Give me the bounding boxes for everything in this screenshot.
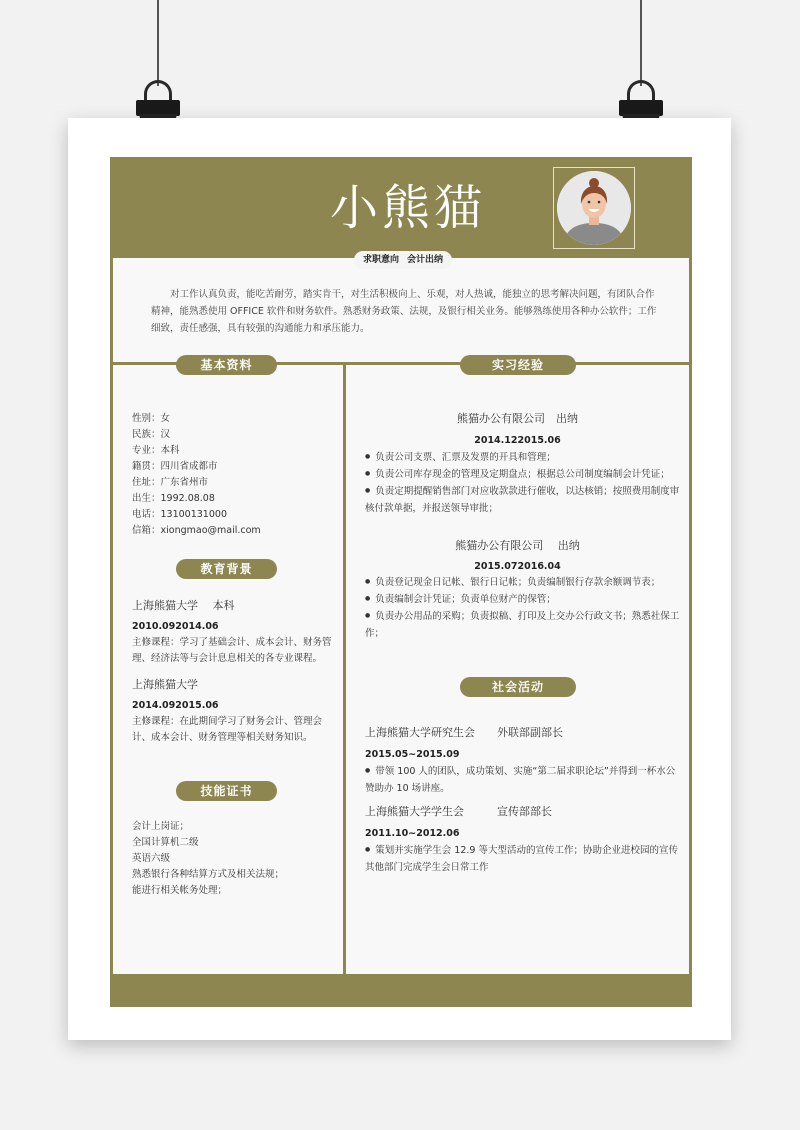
- section-title-basic: 基本资料: [176, 355, 277, 375]
- job-intent-value: 会计出纳: [407, 255, 444, 265]
- info-major: 专业：本科: [132, 445, 180, 456]
- photo-frame: [553, 167, 635, 249]
- duty-item: ● 负责公司支票、汇票及发票的开具和管理；: [365, 450, 683, 467]
- info-email: 信箱：xiongmao@mail.com: [132, 525, 261, 536]
- edu-school-1: 上海熊猫大学 本科: [132, 599, 235, 612]
- basic-info-list: [132, 411, 261, 539]
- intern-company-2: 熊猫办公有限公司 出纳: [455, 539, 580, 552]
- social-duties-2: [365, 843, 683, 876]
- section-title-skills: 技能证书: [176, 781, 277, 801]
- social-date-2: 2011.10~2012.06: [365, 828, 460, 839]
- intern-duties-2: [365, 575, 683, 642]
- job-intent-badge: [354, 251, 452, 269]
- hanging-string-right: [640, 0, 642, 86]
- social-org-2: 上海熊猫大学学生会 宣传部部长: [365, 805, 552, 818]
- info-gender: 性别：女: [132, 413, 171, 424]
- section-title-internship: 实习经验: [460, 355, 576, 375]
- info-phone: 电话：13100131000: [132, 509, 227, 520]
- info-ethnicity: 民族：汉: [132, 429, 171, 440]
- skills-list: [132, 819, 284, 899]
- info-address: 住址：广东省州市: [132, 477, 209, 488]
- left-column: [113, 358, 343, 974]
- duty-item: ● 负责定期提醒销售部门对应收款款进行催收，以达核销；按照费用制度审核付款单据，并报送领导审批；: [365, 484, 683, 517]
- duty-item: ● 带领 100 人的团队，成功策划、实施“第二届求职论坛”并得到一杯水公赞助办 10 场讲座。: [365, 764, 683, 797]
- skill-item: 会计上岗证；: [132, 821, 190, 832]
- social-date-1: 2015.05~2015.09: [365, 749, 460, 760]
- social-org-1: 上海熊猫大学研究生会 外联部副部长: [365, 726, 563, 739]
- info-hometown: 籍贯：四川省成都市: [132, 461, 218, 472]
- duty-item: ● 负责编制会计凭证；负责单位财产的保管；: [365, 592, 683, 609]
- hanging-string-left: [157, 0, 159, 86]
- skill-item: 熟悉银行各种结算方式及相关法规；: [132, 869, 285, 880]
- edu-date-2: 2014.092015.06: [132, 700, 219, 711]
- duty-item: ● 负责办公用品的采购；负责拟稿、打印及上交办公行政文书；熟悉社保工作；: [365, 609, 683, 642]
- intern-company-1: 熊猫办公有限公司 出纳: [457, 412, 578, 425]
- duty-item: ● 负责登记现金日记帐、银行日记帐；负责编制银行存款余额调节表；: [365, 575, 683, 592]
- edu-school-2: 上海熊猫大学: [132, 678, 198, 691]
- section-title-education: 教育背景: [176, 559, 277, 579]
- social-duties-1: [365, 764, 683, 797]
- job-intent-label: 求职意向: [363, 255, 400, 265]
- duty-item: ● 策划并实施学生会 12.9 等大型活动的宣传工作；协助企业进校园的宣传其他部门完成学生会日常工作: [365, 843, 683, 876]
- intern-date-1: 2014.122015.06: [474, 435, 561, 446]
- resume-document: [110, 157, 692, 1007]
- edu-desc-2: 主修课程：在此期间学习了财务会计、管理会计、成本会计、财务管理等相关财务知识。: [132, 716, 323, 743]
- edu-date-1: 2010.092014.06: [132, 621, 219, 632]
- candidate-name: 小熊猫: [330, 180, 487, 236]
- section-title-social: 社会活动: [460, 677, 576, 697]
- skill-item: 英语六级: [132, 853, 171, 864]
- intern-duties-1: [365, 450, 683, 517]
- avatar: [557, 171, 631, 245]
- skill-item: 全国计算机二级: [132, 837, 199, 848]
- duty-item: ● 负责公司库存现金的管理及定期盘点；根据总公司制度编制会计凭证；: [365, 467, 683, 484]
- skill-item: 能进行相关帐务处理；: [132, 885, 228, 896]
- info-birth: 出生：1992.08.08: [132, 493, 215, 504]
- self-summary: [113, 258, 689, 362]
- intern-date-2: 2015.072016.04: [474, 561, 561, 572]
- summary-text: 对工作认真负责，能吃苦耐劳，踏实肯干，对生活积极向上、乐观，对人热诚，能独立的思考解决问题，有团队合作精神，能熟悉使用 OFFICE 软件和财务软件。熟悉财务政策、法规，及银行相关业务。能够熟练使用各种办公软件；工作细致，责任感强，具有较强的沟通能力和承压能力。: [151, 289, 657, 334]
- right-column: [346, 358, 689, 974]
- edu-desc-1: 主修课程：学习了基础会计、成本会计、财务管理、经济法等与会计息息相关的各专业课程。: [132, 637, 332, 664]
